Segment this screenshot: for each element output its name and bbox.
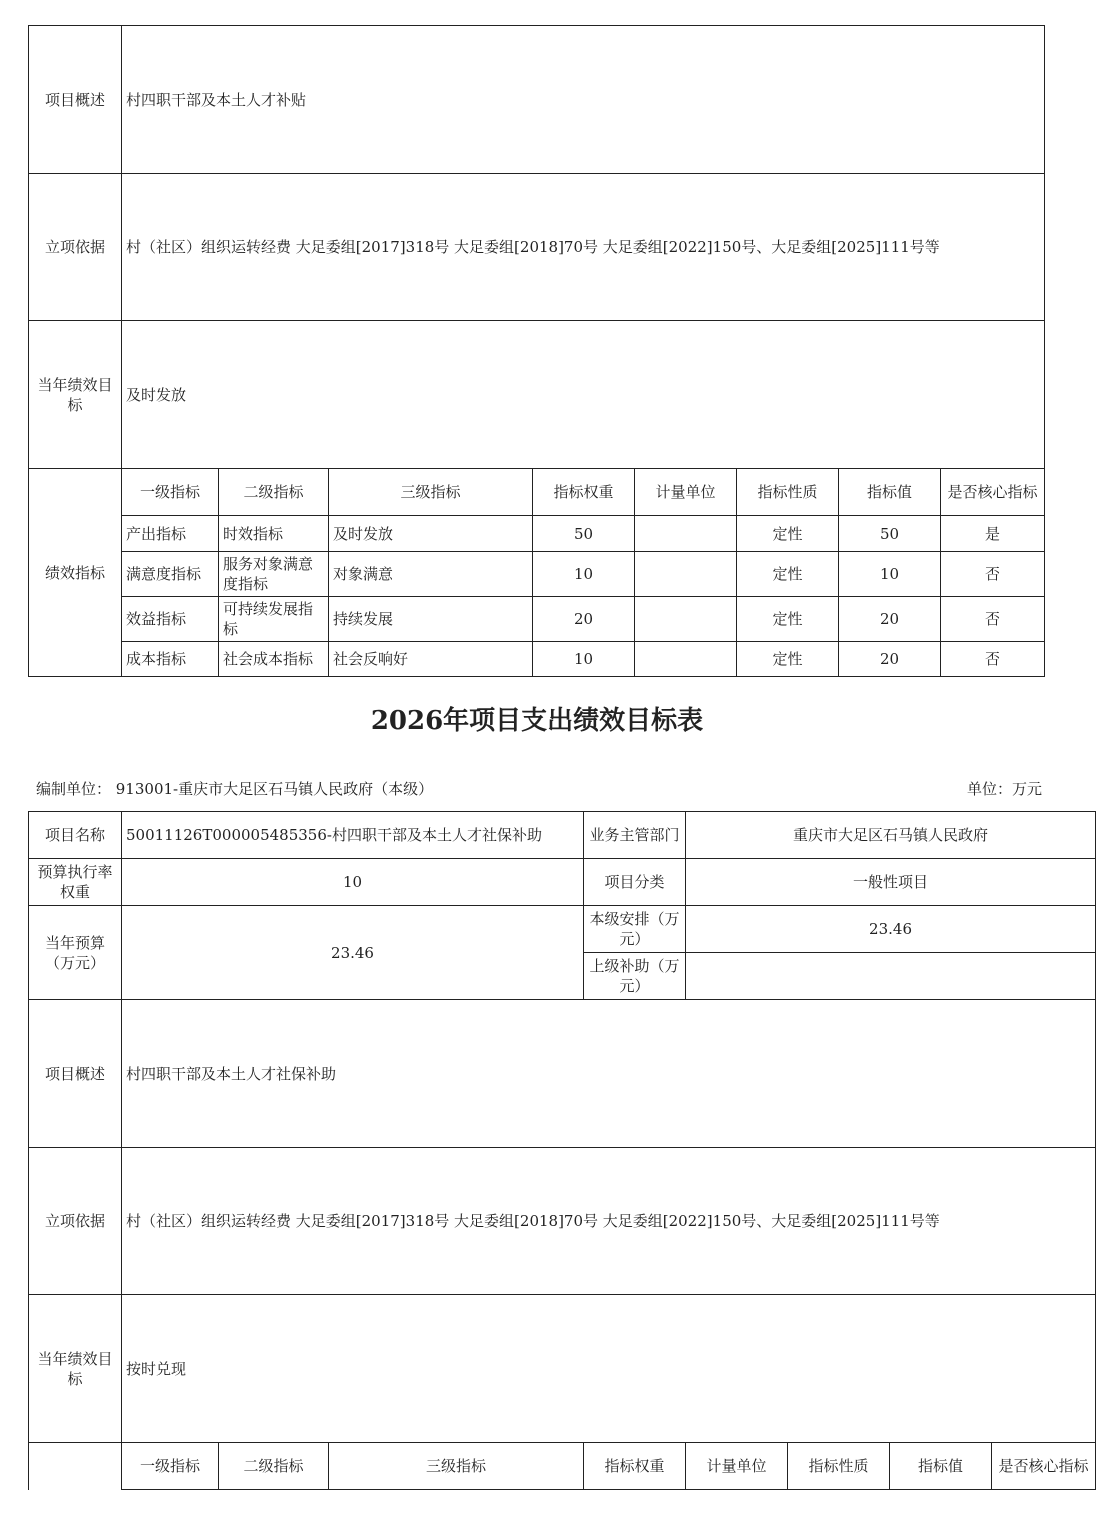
currency-unit: 单位：万元 [966,780,1042,798]
cell-core: 否 [941,597,1045,642]
cell-unit [635,642,737,677]
cell-level3: 及时发放 [329,516,533,552]
header-level1: 一级指标 [122,1443,219,1490]
header-level2: 二级指标 [219,1443,329,1490]
cell-core: 否 [941,552,1045,597]
cell-core: 是 [941,516,1045,552]
header-unit: 计量单位 [686,1443,788,1490]
project-name-value: 50011126T000005485356-村四职干部及本土人才社保补助 [122,812,584,859]
summary-value: 村四职干部及本土人才补贴 [122,26,1045,174]
header-core: 是否核心指标 [941,469,1045,516]
goal-value: 及时发放 [122,321,1045,469]
goal-value: 按时兑现 [122,1295,1096,1443]
perf-label-empty [29,1443,122,1490]
cell-unit [635,552,737,597]
basis-label: 立项依据 [29,1148,122,1295]
cell-value: 20 [839,597,941,642]
cell-level2: 可持续发展指标 [219,597,329,642]
cell-value: 10 [839,552,941,597]
cell-level3: 持续发展 [329,597,533,642]
cell-level1: 满意度指标 [122,552,219,597]
local-value: 23.46 [686,906,1096,953]
cell-nature: 定性 [737,552,839,597]
summary-label: 项目概述 [29,1000,122,1148]
cell-level2: 社会成本指标 [219,642,329,677]
table-row [29,642,1045,677]
category-label: 项目分类 [584,859,686,906]
header-weight: 指标权重 [533,469,635,516]
header-weight: 指标权重 [584,1443,686,1490]
category-value: 一般性项目 [686,859,1096,906]
header-value: 指标值 [839,469,941,516]
cell-level1: 效益指标 [122,597,219,642]
cell-level1: 产出指标 [122,516,219,552]
local-label: 本级安排（万元） [584,906,686,953]
page-title: 2026年项目支出绩效目标表 [370,706,704,736]
cell-nature: 定性 [737,597,839,642]
cell-weight: 50 [533,516,635,552]
header-value: 指标值 [890,1443,992,1490]
performance-table-1 [28,25,1045,677]
goal-label: 当年绩效目标 [29,1295,122,1443]
project-name-label: 项目名称 [29,812,122,859]
header-level3: 三级指标 [329,1443,584,1490]
cell-level3: 社会反响好 [329,642,533,677]
header-level2: 二级指标 [219,469,329,516]
cell-nature: 定性 [737,516,839,552]
cell-weight: 20 [533,597,635,642]
cell-core: 否 [941,642,1045,677]
cell-level1: 成本指标 [122,642,219,677]
cell-weight: 10 [533,642,635,677]
budget-label: 当年预算（万元） [29,906,122,1000]
upper-value [686,953,1096,1000]
header-level3: 三级指标 [329,469,533,516]
basis-value: 村（社区）组织运转经费 大足委组[2017]318号 大足委组[2018]70号 大足委组[2022]150号、大足委组[2025]111号等 [122,174,1045,321]
header-nature: 指标性质 [737,469,839,516]
table-row [29,597,1045,642]
rate-value: 10 [122,859,584,906]
budget-value: 23.46 [122,906,584,1000]
cell-weight: 10 [533,552,635,597]
cell-level2: 时效指标 [219,516,329,552]
summary-value: 村四职干部及本土人才社保补助 [122,1000,1096,1148]
summary-label: 项目概述 [29,26,122,174]
performance-table-2 [28,811,1096,1490]
cell-value: 50 [839,516,941,552]
header-unit: 计量单位 [635,469,737,516]
upper-label: 上级补助（万元） [584,953,686,1000]
goal-label: 当年绩效目标 [29,321,122,469]
header-core: 是否核心指标 [992,1443,1096,1490]
cell-level3: 对象满意 [329,552,533,597]
cell-unit [635,597,737,642]
dept-value: 重庆市大足区石马镇人民政府 [686,812,1096,859]
cell-nature: 定性 [737,642,839,677]
header-nature: 指标性质 [788,1443,890,1490]
header-level1: 一级指标 [122,469,219,516]
cell-level2: 服务对象满意度指标 [219,552,329,597]
dept-label: 业务主管部门 [584,812,686,859]
table-row [29,516,1045,552]
compiling-unit: 编制单位： 913001-重庆市大足区石马镇人民政府（本级） [36,780,434,798]
basis-label: 立项依据 [29,174,122,321]
perf-label: 绩效指标 [29,469,122,677]
table-row [29,552,1045,597]
cell-unit [635,516,737,552]
cell-value: 20 [839,642,941,677]
basis-value: 村（社区）组织运转经费 大足委组[2017]318号 大足委组[2018]70号 大足委组[2022]150号、大足委组[2025]111号等 [122,1148,1096,1295]
rate-label: 预算执行率权重 [29,859,122,906]
